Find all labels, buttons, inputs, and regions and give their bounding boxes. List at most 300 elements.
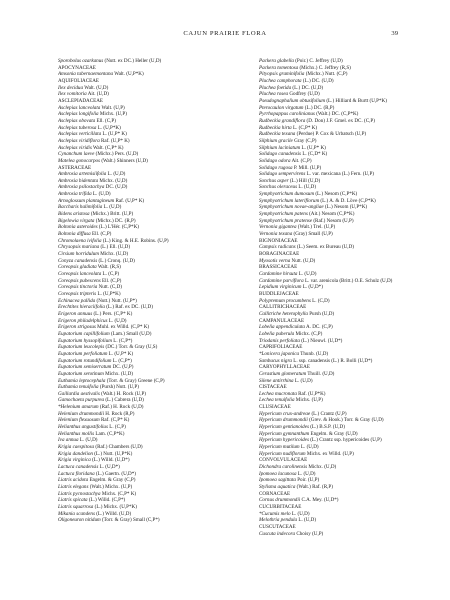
species-name: Solidago sempervirens xyxy=(259,171,306,178)
species-status: (C,D) xyxy=(317,297,330,304)
species-authority: (L.) Willd. xyxy=(92,457,114,464)
species-entry xyxy=(58,105,246,112)
species-entry xyxy=(259,218,447,225)
species-entry xyxy=(58,451,246,458)
species-name: Symphyotrichum dumosum xyxy=(259,191,315,198)
species-authority: (L.) Raf. ex DC. xyxy=(106,304,140,311)
species-authority: L. xyxy=(302,151,307,158)
species-name: Helenium drummondii xyxy=(58,410,104,417)
species-status: (C,P) xyxy=(108,271,120,277)
species-status: (U,D) xyxy=(380,277,393,284)
species-status: (U,D) xyxy=(371,417,384,424)
species-status: (U,D) xyxy=(297,510,310,517)
species-name: Asclepias tuberosa xyxy=(58,124,97,131)
species-status: (U,P) xyxy=(342,450,354,457)
species-status: (U,P) xyxy=(309,164,322,171)
species-authority: (L.) Crantz xyxy=(311,410,335,417)
species-status: (C,D* K) xyxy=(307,151,328,158)
species-status: (U,D*) xyxy=(105,464,120,471)
species-name: Gaillardia aestivalis xyxy=(58,390,100,397)
species-entry xyxy=(58,91,246,98)
species-authority: L. xyxy=(97,290,102,297)
species-authority: A. DC. xyxy=(305,324,321,331)
species-authority: Muhl. ex Willd. xyxy=(97,324,130,331)
species-entry xyxy=(259,451,447,458)
species-name: Polypremum procumbens xyxy=(259,297,311,304)
species-status: (U,D*) xyxy=(327,337,343,344)
species-authority: (L.) DC. xyxy=(292,84,310,91)
species-status: (U,D) xyxy=(130,444,143,451)
species-name: Cirsium horridulum xyxy=(58,251,99,258)
species-authority: Raf. xyxy=(101,137,110,144)
species-authority: L. xyxy=(99,464,104,471)
species-status: (C,P* K) xyxy=(130,324,150,331)
species-status: (C,D) xyxy=(110,284,122,291)
species-entry xyxy=(58,371,246,378)
species-name: Silphium laciniatum xyxy=(259,144,301,151)
species-name: Lobelia appendiculata xyxy=(259,324,305,331)
species-entry xyxy=(259,298,447,305)
species-name: Euthamia leptocephala xyxy=(58,377,106,384)
species-authority: Walt. xyxy=(114,71,125,78)
species-entry xyxy=(58,184,246,191)
species-authority: (Michx.) Britt. xyxy=(90,211,121,218)
species-name: Euthamia tenuifolia xyxy=(58,384,99,391)
species-name: Echinacea pallida xyxy=(58,297,96,304)
species-name: Ambrosia trifida xyxy=(58,191,92,198)
species-status: (U,P) xyxy=(157,237,169,244)
species-entry xyxy=(58,178,246,185)
species-authority: (Perdue) P. Cox & Urbatsch xyxy=(296,131,354,138)
species-authority: L. xyxy=(79,437,85,444)
species-name: *Cucumis melo xyxy=(259,510,291,517)
species-status: (U,P*K) xyxy=(103,124,121,131)
species-status: (U,D*) xyxy=(323,497,339,504)
species-name: Helianthus mollis xyxy=(58,430,95,437)
species-authority: Engelm. & Gray xyxy=(89,477,124,484)
species-authority: Michx. xyxy=(105,370,120,377)
species-entry xyxy=(259,138,447,145)
species-status: (U,D) xyxy=(322,310,335,317)
species-authority: (L.) Hilliard & Burtt xyxy=(326,97,369,104)
species-entry xyxy=(259,58,447,65)
species-authority: Engelm. & Gray xyxy=(310,430,345,437)
species-status: (U,P) xyxy=(115,111,127,118)
species-entry xyxy=(259,71,447,78)
species-authority: Raf. xyxy=(101,417,110,424)
species-entry xyxy=(58,431,246,438)
species-authority: L. xyxy=(108,317,114,324)
species-entry xyxy=(259,351,447,358)
species-entry xyxy=(259,158,447,165)
species-entry xyxy=(259,105,447,112)
species-authority: L. ssp. canadensis (L.) R. Bolli xyxy=(293,357,357,364)
species-entry xyxy=(58,424,246,431)
species-authority: L. xyxy=(112,357,118,364)
species-entry xyxy=(259,391,447,398)
species-status: (R,P) xyxy=(323,104,335,111)
species-name: Cerastium glomeratum xyxy=(259,370,307,377)
species-entry xyxy=(58,151,246,158)
species-name: Ipomoea sagittata xyxy=(259,477,296,484)
species-authority: (L.) Nutt. xyxy=(94,450,114,457)
species-authority: L. xyxy=(302,284,308,291)
species-authority: Walt. xyxy=(93,144,104,151)
species-name: Packera tomentosa xyxy=(259,64,299,71)
species-authority: (L.) Michx. xyxy=(94,503,119,510)
species-authority: (Michx.) Nutt. xyxy=(305,71,336,78)
left-column xyxy=(58,58,246,524)
species-entry xyxy=(58,58,246,65)
species-entry xyxy=(259,444,447,451)
species-name: Asclepias obovata xyxy=(58,117,96,124)
species-authority: (DC.) Torr. & Gray xyxy=(105,344,145,351)
species-authority: L. xyxy=(294,377,300,384)
species-status: (U,D*) xyxy=(114,457,130,464)
species-authority: (Raf.) Nesom xyxy=(313,217,342,224)
species-name: Coreopsis tinctoria xyxy=(58,284,98,291)
species-entry xyxy=(259,244,447,251)
species-name: *Helenium amarum xyxy=(58,404,99,411)
species-name: Symphyotrichum novae-angliae xyxy=(259,204,324,211)
species-entry xyxy=(259,531,447,538)
species-name: Ilex decidua xyxy=(58,84,84,91)
species-name: Lactuca floridana xyxy=(58,470,95,477)
species-authority: (Nutt. ex DC.) Heller xyxy=(104,58,148,64)
species-name: Asclepias verticillata xyxy=(58,131,102,138)
species-entry xyxy=(58,171,246,178)
species-name: Myosotis verna xyxy=(259,257,291,264)
species-status: (C,P*) xyxy=(118,337,133,344)
page-number: 39 xyxy=(391,30,398,37)
species-entry xyxy=(259,224,447,231)
species-name: Lechea mucronata xyxy=(259,390,297,397)
species-authority: (L.) Nesom xyxy=(324,204,349,211)
species-entry xyxy=(58,471,246,478)
species-name: Sambucus nigra xyxy=(259,357,292,364)
species-entry xyxy=(58,145,246,152)
species-name: Sporobolus ozarkanus xyxy=(58,58,104,64)
species-authority: Raf. xyxy=(298,390,307,397)
species-authority: Michx. xyxy=(99,111,115,118)
species-entry xyxy=(259,65,447,72)
species-status: (U,D) xyxy=(345,430,358,437)
species-authority: (Michx.) Pers. xyxy=(95,151,125,158)
species-status: (U,D) xyxy=(115,184,128,191)
species-authority: (L.) Nieuwl. xyxy=(301,337,327,344)
species-authority: (L.) Cabrera xyxy=(105,397,131,404)
species-status: (C,P*) xyxy=(146,517,160,524)
species-name: Pluchea foetida xyxy=(259,84,292,91)
species-entry xyxy=(58,85,246,92)
species-name: Dichondra carolinensis xyxy=(259,464,308,471)
species-authority: Ell. xyxy=(91,231,100,238)
species-name: Stylisma aquatica xyxy=(259,484,296,490)
species-authority: (L.) Crantz ssp. hypericoides xyxy=(310,437,370,444)
species-entry xyxy=(259,378,447,385)
species-entry xyxy=(259,198,447,205)
family-heading: CONVOLVULACEAE xyxy=(259,457,308,464)
species-authority: L. xyxy=(312,297,317,304)
species-authority: Walt. xyxy=(97,264,109,271)
species-authority: L. xyxy=(102,271,107,277)
species-status: (U,D) xyxy=(113,171,126,178)
species-authority: (Grev. & Hook.) Torr. & Gray xyxy=(309,417,371,424)
species-authority: Ell. xyxy=(101,277,110,284)
species-name: Solidago rugosa xyxy=(259,164,293,171)
species-authority: Ait. xyxy=(291,157,300,164)
species-status: (U,D) xyxy=(85,437,98,444)
species-authority: (L.) DC. xyxy=(302,77,321,84)
species-status: (C,P*K) xyxy=(107,430,125,437)
species-status: (C,P* K) xyxy=(110,417,130,424)
family-heading: CAPRIFOLIACEAE xyxy=(259,344,303,351)
species-entry xyxy=(58,204,246,211)
family-heading: BIGNONIACEAE xyxy=(259,237,298,244)
species-authority: (Raf.) H. Rock xyxy=(99,404,131,411)
species-entry xyxy=(58,338,246,345)
species-authority: L. xyxy=(298,271,304,277)
species-status: (U,D) xyxy=(304,517,317,524)
species-entry xyxy=(58,71,246,78)
species-entry xyxy=(58,397,246,404)
species-authority: Walt. xyxy=(84,84,95,91)
species-authority: (L.) L'Hér. xyxy=(98,224,121,231)
species-entry xyxy=(58,131,246,138)
species-status: (U,P) xyxy=(113,104,125,111)
species-entry xyxy=(259,324,447,331)
species-authority: L. xyxy=(298,517,303,524)
species-status: (U,P*K) xyxy=(349,204,368,211)
species-status: (U,D) xyxy=(119,510,132,517)
species-name: Symphyotrichum pratense xyxy=(259,217,313,224)
species-entry xyxy=(259,178,447,185)
species-entry xyxy=(259,118,447,125)
species-entry xyxy=(259,437,447,444)
species-authority: (Walt.) Trel. xyxy=(297,224,323,231)
species-status: (U,D) xyxy=(304,184,317,191)
species-name: Liatris spicata xyxy=(58,497,88,504)
species-name: Hypericum mutilum xyxy=(259,444,300,451)
species-status: (U,D) xyxy=(96,84,109,91)
species-entry xyxy=(259,98,447,105)
species-status: (C,P*K) xyxy=(121,224,139,231)
species-authority: (Pursh) Nutt. xyxy=(99,384,127,391)
species-entry xyxy=(58,358,246,365)
species-authority: C.A. Mey. xyxy=(301,497,323,504)
species-authority: (Lam.) Small xyxy=(110,330,139,337)
species-status: (U,P) xyxy=(370,437,382,444)
species-status: (C,P) xyxy=(336,71,348,78)
species-entry xyxy=(259,78,447,85)
species-status: (C,P*) xyxy=(118,357,132,364)
species-authority: Lam. xyxy=(95,430,106,437)
species-entry xyxy=(58,411,246,418)
species-entry xyxy=(58,218,246,225)
species-name: Cardamine hirsuta xyxy=(259,271,298,277)
species-status: (C,P*K) xyxy=(337,211,355,218)
species-authority: DC. xyxy=(112,364,121,371)
species-authority: L. xyxy=(292,124,298,131)
species-name: Hypericum nudiflorum xyxy=(259,450,306,457)
species-name: Melothria pendula xyxy=(259,517,298,524)
species-entry xyxy=(58,284,246,291)
species-entry xyxy=(58,437,246,444)
species-entry xyxy=(259,431,447,438)
species-entry xyxy=(58,511,246,518)
species-authority: (Nutt.) Nutt. xyxy=(96,297,122,304)
species-status: (U,P* K) xyxy=(108,131,127,138)
species-entry xyxy=(58,298,246,305)
species-name: Eupatorium hyssopifolium xyxy=(58,337,112,344)
species-entry xyxy=(259,145,447,152)
species-name: Solidago canadensis xyxy=(259,151,302,158)
family-heading: CISTACEAE xyxy=(259,384,287,391)
species-entry xyxy=(259,284,447,291)
species-entry xyxy=(58,497,246,504)
family-heading: AQUIFOLIACEAE xyxy=(58,77,100,84)
species-authority: Michx. xyxy=(99,177,114,184)
species-authority: (Torr. & Gray) Greene xyxy=(106,377,153,384)
species-authority: L. xyxy=(102,131,107,138)
species-status: (C,P* K) xyxy=(298,124,318,131)
species-entry xyxy=(259,184,447,191)
species-entry xyxy=(259,517,447,524)
species-status: (C,P) xyxy=(305,137,317,144)
species-entry xyxy=(259,91,447,98)
species-entry xyxy=(259,331,447,338)
species-name: Coreopsis gladiata xyxy=(58,264,97,271)
species-status: (R,P) xyxy=(123,410,135,417)
species-status: (U,P) xyxy=(121,484,133,490)
species-status: (R,S) xyxy=(109,264,121,271)
species-status: (C,P*K) xyxy=(340,191,358,198)
species-authority: (Michx.) DC. xyxy=(95,217,124,224)
species-authority: (Ait.) Nesom xyxy=(309,211,336,218)
species-entry xyxy=(58,491,246,498)
species-name: Callitriche heterophylla xyxy=(259,310,308,317)
species-status: (U,P) xyxy=(122,364,134,371)
species-name: Eupatorium perfoliatum xyxy=(58,350,108,357)
species-name: Arnoglossum plantagineum xyxy=(58,197,115,204)
species-name: Mikania scandens xyxy=(58,510,95,517)
species-authority: L. xyxy=(107,171,113,178)
species-authority: L. xyxy=(297,470,303,477)
species-entry xyxy=(58,264,246,271)
species-entry xyxy=(58,484,246,491)
species-name: Pluchea camphorata xyxy=(259,77,302,84)
species-entry xyxy=(259,411,447,418)
species-entry xyxy=(259,258,447,265)
species-status: (U,D*) xyxy=(357,357,373,364)
species-authority: L. xyxy=(109,424,114,431)
species-entry xyxy=(259,204,447,211)
species-name: Liatris acidota xyxy=(58,477,89,484)
species-entry xyxy=(58,198,246,205)
species-authority: Walt. xyxy=(101,104,113,111)
species-entry xyxy=(58,211,246,218)
species-status: (U,D) xyxy=(330,58,343,64)
family-heading: CUSCUTACEAE xyxy=(259,523,296,530)
species-status: (U,D) xyxy=(324,464,337,471)
species-authority: (D. Don) J.F. Gmel. ex DC. xyxy=(306,117,363,124)
species-authority: (L.) Gaertn. xyxy=(95,470,121,477)
family-heading: CALLITRICHACEAE xyxy=(259,304,307,311)
species-name: Hypericum gentianoides xyxy=(259,424,309,431)
species-name: Liatris elegans xyxy=(58,484,89,490)
species-name: Ipomoea lacunosa xyxy=(259,470,297,477)
species-authority: Thunb. xyxy=(300,350,315,357)
species-status: (U,D) xyxy=(120,370,133,377)
species-status: (U,D) xyxy=(131,397,144,404)
species-name: Asclepias viridis xyxy=(58,144,92,151)
species-status: (C,P* K) xyxy=(117,490,137,497)
species-authority: (L.) Seem. ex Bureau xyxy=(296,244,341,251)
species-entry xyxy=(58,278,246,285)
species-entry xyxy=(58,251,246,258)
species-name: Pseudognaphalium obtusifolium xyxy=(259,97,326,104)
species-name: Triodanis perfoliata xyxy=(259,337,300,344)
species-entry xyxy=(58,364,246,371)
family-heading: CAMPANULACEAE xyxy=(259,317,305,324)
species-entry xyxy=(259,165,447,172)
species-status: (U,P) xyxy=(335,410,347,417)
species-entry xyxy=(58,444,246,451)
species-entry xyxy=(58,324,246,331)
species-entry xyxy=(259,211,447,218)
species-name: Coreopsis lanceolata xyxy=(58,271,102,277)
species-status: (U,D*) xyxy=(308,284,323,291)
species-name: Liatris squarrosa xyxy=(58,503,94,510)
species-status: (U,D) xyxy=(322,370,335,377)
species-name: Erechtites hieraciifolia xyxy=(58,304,105,311)
species-name: Cuscuta indecora xyxy=(259,530,296,537)
species-entry xyxy=(259,477,447,484)
species-name: *Lonicera japonica xyxy=(259,350,300,357)
species-entry xyxy=(58,351,246,358)
species-authority: (Walt.) DC. xyxy=(316,111,340,118)
family-heading: APOCYNACEAE xyxy=(58,64,96,71)
species-name: Pyrrhopappus carolinianus xyxy=(259,111,315,118)
species-name: Solidago odora xyxy=(259,157,291,164)
species-authority: (L.) B.S.P. xyxy=(310,424,332,431)
species-status: (U,D) xyxy=(303,470,316,477)
species-name: Rudbeckia grandiflora xyxy=(259,117,306,124)
species-entry xyxy=(58,231,246,238)
species-authority: L. xyxy=(92,191,98,198)
species-status: (U,D) xyxy=(308,177,321,184)
species-authority: L. xyxy=(108,350,114,357)
species-status: (C,P) xyxy=(110,277,122,284)
species-status: (R,S) xyxy=(339,64,351,71)
species-name: Krigia caespitosa xyxy=(58,444,95,451)
species-name: Helenium flexuosum xyxy=(58,417,100,424)
species-entry xyxy=(58,391,246,398)
species-authority: (L.) Hill xyxy=(289,177,307,184)
species-name: Ambrosia psilostachya xyxy=(58,184,105,191)
species-status: (U,P) xyxy=(311,397,323,404)
species-entry xyxy=(58,378,246,385)
species-name: Iva annua xyxy=(58,437,79,444)
species-entry xyxy=(259,311,447,318)
species-name: Hypericum crux-andreae xyxy=(259,410,311,417)
species-name: Coreopsis tripteris xyxy=(58,290,97,297)
species-authority: L. xyxy=(301,144,306,151)
species-entry xyxy=(259,417,447,424)
species-authority: (Michx.) C. Jeffrey xyxy=(299,64,339,71)
species-status: (U,D) xyxy=(303,257,316,264)
species-name: Vernonia texana xyxy=(259,231,293,238)
